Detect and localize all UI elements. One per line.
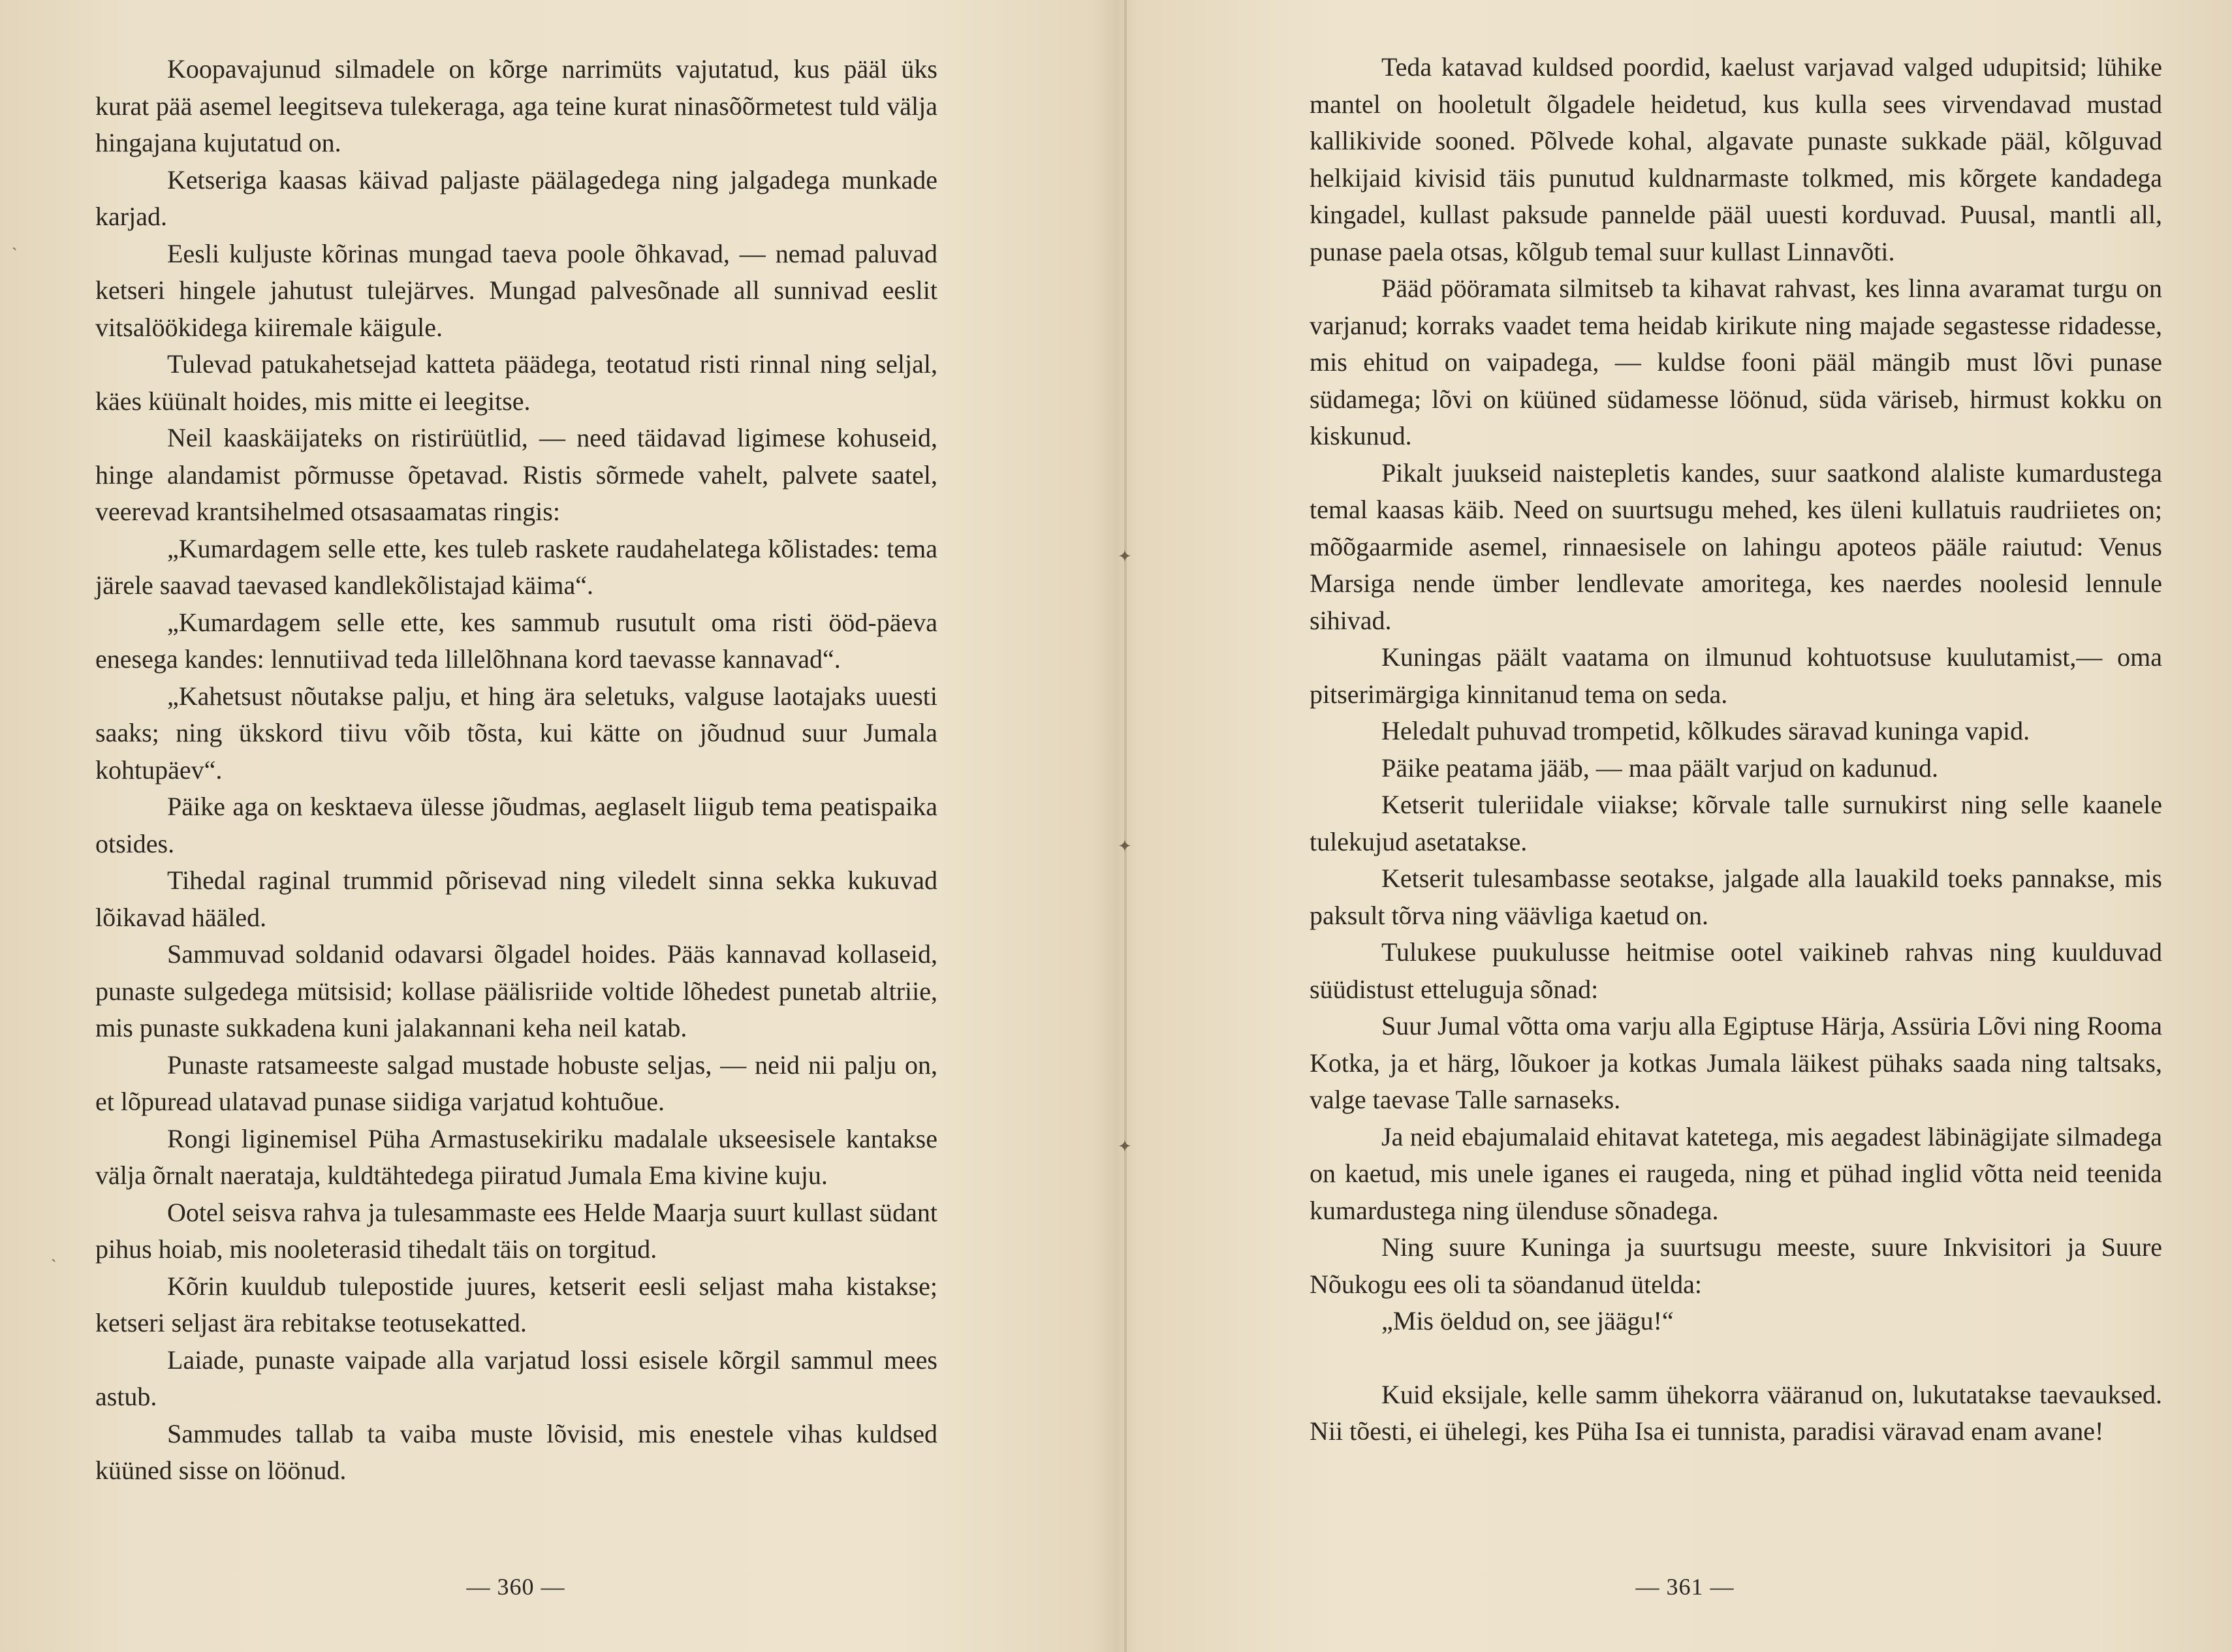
paragraph: Neil kaaskäijateks on ristirüütlid, — need täidavad ligimese kohuseid, hinge alandamist põrmusse õpetavad. Ristis sõrmede vahelt, palvete saatel, veerevad krantsihelmed otsasaamatas ringis:	[95, 423, 937, 526]
paragraph: Sammudes tallab ta vaiba muste lõvisid, mis enestele vihas kuldsed küüned sisse on löönud.	[95, 1418, 937, 1485]
paragraph: „Kumardagem selle ette, kes tuleb raskete raudahelatega kõlistades: tema järele saavad taevased kandlekõlistajad käima“.	[95, 533, 937, 600]
gutter-stitch-mark: ✦	[1118, 1137, 1132, 1156]
page-number: — 361 —	[1635, 1574, 1735, 1600]
paragraph: Ootel seisva rahva ja tulesammaste ees Helde Maarja suurt kullast südant pihus hoiab, mis nooleterasid tihedalt täis on torgitud.	[95, 1197, 937, 1264]
paragraph: Kuningas päält vaatama on ilmunud kohtuotsuse kuulutamist,— oma pitserimärgiga kinnitanud tema on seda.	[1310, 642, 2162, 709]
paragraph: Heledalt puhuvad trompetid, kõlkudes säravad kuninga vapid.	[1381, 716, 2030, 745]
paragraph: Ketserit tuleriidale viiakse; kõrvale talle surnukirst ning selle kaanele tulekujud asetatakse.	[1310, 790, 2162, 856]
paragraph: Laiade, punaste vaipade alla varjatud lossi esisele kõrgil sammul mees astub.	[95, 1345, 937, 1411]
paragraph: Päike peatama jääb, — maa päält varjud on kadunud.	[1381, 753, 1939, 783]
paragraph: „Kumardagem selle ette, kes sammub rusutult oma risti ööd-päeva enesega kandes: lennutiivad teda lillelõhnana kord taevasse kannavad“.	[95, 607, 937, 674]
paragraph: Päike aga on kesktaeva ülesse jõudmas, aeglaselt liigub tema peatispaika otsides.	[95, 792, 937, 858]
paragraph: Tulukese puukulusse heitmise ootel vaikineb rahvas ning kuulduvad süüdistust etteluguja sõnad:	[1310, 937, 2162, 1004]
paragraph: Suur Jumal võtta oma varju alla Egiptuse Härja, Assüria Lõvi ning Rooma Kotka, ja et härg, lõukoer ja kotkas Jumala läikest pühaks saada ning taltsaks, valge taevase Talle sarnaseks.	[1310, 1011, 2162, 1114]
paragraph: Koopavajunud silmadele on kõrge narrimüts vajutatud, kus pääl üks kurat pää asemel leegitseva tulekeraga, aga teine kurat ninasõõrmetest tuld välja hingajana kujutatud on.	[95, 54, 937, 157]
paragraph: Ketseriga kaasas käivad paljaste päälagedega ning jalgadega munkade karjad.	[95, 164, 937, 231]
paragraph: Rongi liginemisel Püha Armastusekiriku madalale ukseesisele kantakse välja õrnalt naerataja, kuldtähtedega piiratud Jumala Ema kivine kuju.	[95, 1123, 937, 1190]
paragraph: Sammuvad soldanid odavarsi õlgadel hoides. Pääs kannavad kollaseid, punaste sulgedega mütsisid; kollase päälisriide voltide lõhedest punetab altriie, mis punaste sukkadena kuni jalakannani keha neil katab.	[95, 939, 937, 1042]
paragraph: Tihedal raginal trummid põrisevad ning viledelt sinna sekka kukuvad lõikavad hääled.	[95, 865, 937, 932]
paragraph: Kõrin kuuldub tulepostide juures, ketserit eesli seljast maha kistakse; ketseri seljast ära rebitakse teotusekatted.	[95, 1271, 937, 1337]
page-number: — 360 —	[466, 1574, 565, 1600]
margin-speck: ˏ	[12, 232, 18, 251]
paragraph: Eesli kuljuste kõrinas mungad taeva poole õhkavad, — nemad paluvad ketseri hingele jahutust tulejärves. Mungad palvesõnade all sunnivad eeslit vitsalöökidega kiiremale käigule.	[95, 238, 937, 342]
gutter-stitch-mark: ✦	[1118, 837, 1132, 856]
paragraph: Ning suure Kuninga ja suurtsugu meeste, suure Inkvisitori ja Suure Nõukogu ees oli ta söandanud ütelda:	[1310, 1232, 2162, 1299]
paragraph: „Kahetsust nõutakse palju, et hing ära seletuks, valguse laotajaks uuesti saaks; ning ükskord tiivu võib tõsta, kui kätte on jõudnud suur Jumala kohtupäev“.	[95, 681, 937, 785]
paragraph: Pääd pööramata silmitseb ta kihavat rahvast, kes linna avaramat turgu on varjanud; korraks vaadet tema heidab kirikute ning majade segastesse ridadesse, mis ehitud on vaipadega, — kuldse fooni pääl mängib must lõvi punase südamega; lõvi on küüned südamesse löönud, süda väriseb, hirmust kokku on kiskunud.	[1310, 273, 2162, 450]
paragraph: Tulevad patukahetsejad katteta päädega, teotatud risti rinnal ning seljal, käes küünalt hoides, mis mitte ei leegitse.	[95, 349, 937, 416]
paragraph: „Mis öeldud on, see jäägu!“	[1381, 1306, 1674, 1335]
paragraph: Teda katavad kuldsed poordid, kaelust varjavad valged udupitsid; lühike mantel on hooletult õlgadele heidetud, kus kulla sees virvendavad mustad kallikivide sooned. Põlvede kohal, algavate punaste sukkade pääl, kõlguvad helkijaid kivisid täis punutud kuldnarmaste tolkmed, mis kõrgete kandadega kingadel, kullast paksude pannelde pääl uuesti korduvad. Puusal, mantli all, punase paela otsas, kõlgub temal suur kullast Linnavõti.	[1310, 52, 2162, 266]
left-page-text	[95, 51, 937, 1489]
paragraph: Punaste ratsameeste salgad mustade hobuste seljas, — neid nii palju on, et lõpuread ulatavad punase siidiga varjatud kohtuõue.	[95, 1050, 937, 1116]
paragraph: Pikalt juukseid naistepletis kandes, suur saatkond alaliste kumardustega temal kaasas käib. Need on suurtsugu mehed, kes üleni kullatuis raudriietes on; mõõgaarmide asemel, rinnaesisele on lahingu apoteos pääle raiutud: Venus Marsiga nende ümber lendlevate amoritega, kes naerdes noolesid lennule sihivad.	[1310, 458, 2162, 635]
right-page	[1127, 0, 2232, 1652]
paragraph: Ja neid ebajumalaid ehitavat katetega, mis aegadest läbinägijate silmadega on kaetud, mis unele iganes ei raugeda, ning et pühad inglid võtta neid teenida kumardustega ning ülenduse sõnadega.	[1310, 1121, 2162, 1225]
paragraph: Kuid eksijale, kelle samm ühekorra vääranud on, lukutatakse taevauksed. Nii tõesti, ei ühelegi, kes Püha Isa ei tunnista, paradisi väravad enam avane!	[1310, 1379, 2162, 1446]
right-page-text	[1310, 49, 2162, 1450]
gutter-stitch-mark: ✦	[1118, 547, 1132, 566]
margin-speck: ˏ	[51, 1243, 57, 1262]
paragraph: Ketserit tulesambasse seotakse, jalgade alla lauakild toeks pannakse, mis paksult tõrva ning väävliga kaetud on.	[1310, 864, 2162, 930]
